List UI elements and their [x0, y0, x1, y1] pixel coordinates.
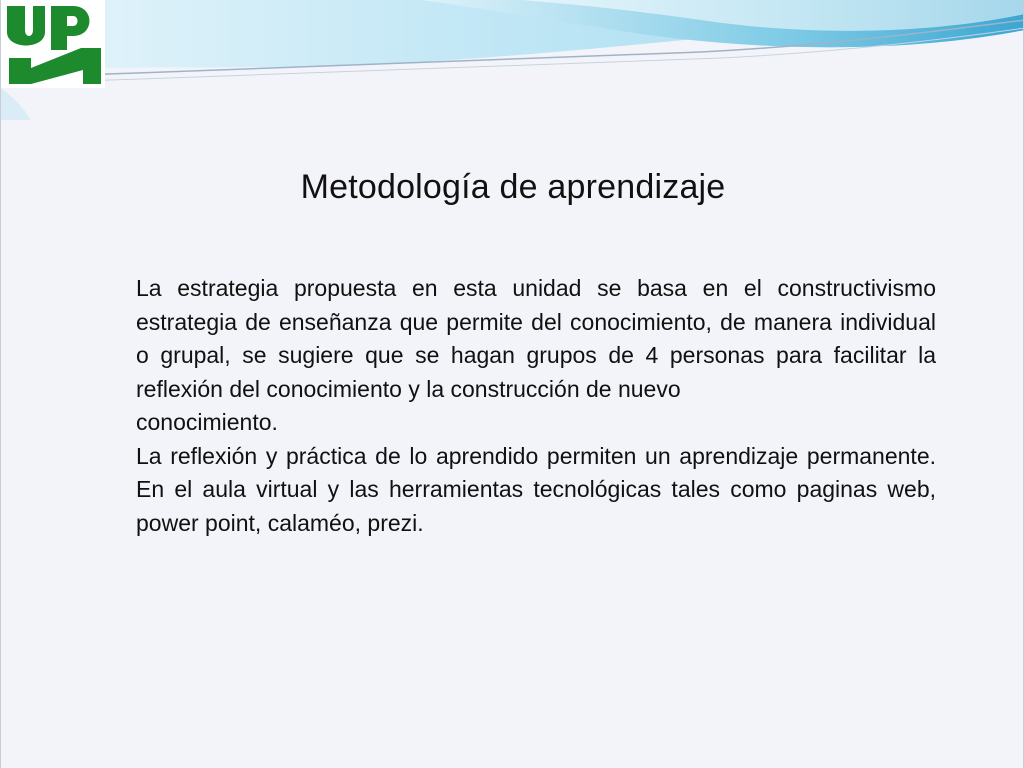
- paragraph-1: La estrategia propuesta en esta unidad se basa en el constructivismo estrategia de enseñanza que permite del conocimiento, de manera individual o grupal, se sugiere que se hagan grupos de 4 personas para facilitar la reflexión del conocimiento y la construcción de nuevo: [136, 275, 936, 402]
- slide-title: Metodología de aprendizaje: [300, 168, 726, 206]
- body-text: [136, 272, 936, 540]
- paragraph-3: La reflexión y práctica de lo aprendido permiten un aprendizaje permanente. En el aula virtual y las herramientas tecnológicas tales como paginas web, power point, calaméo, prezi.: [136, 442, 936, 536]
- header-wave-decoration: [1, 0, 1024, 120]
- paragraph-2: conocimiento.: [136, 409, 278, 435]
- upn-logo: [1, 0, 105, 88]
